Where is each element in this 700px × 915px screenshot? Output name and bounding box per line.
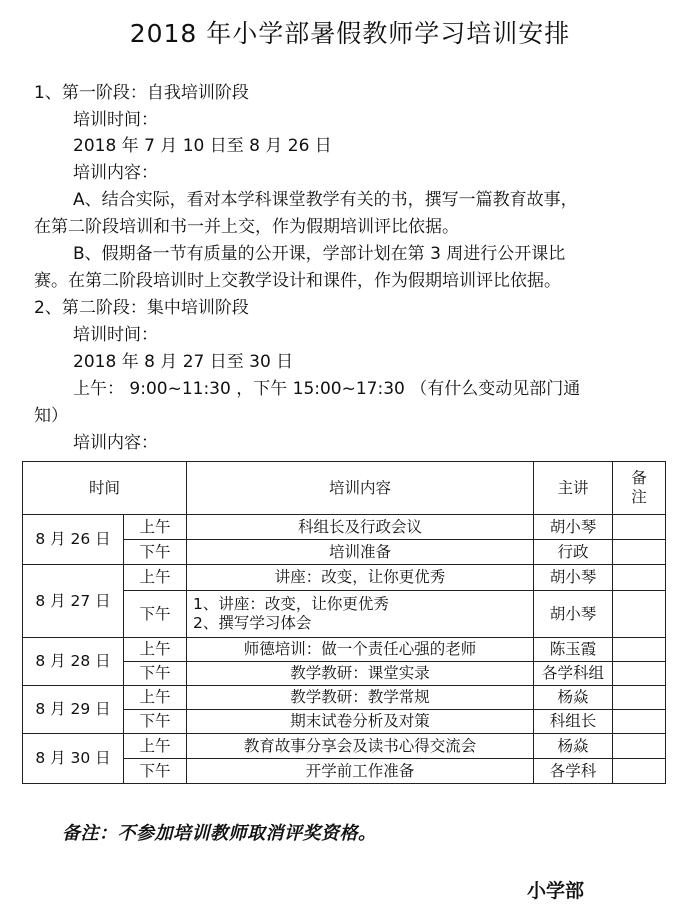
period-cell: 下午 <box>124 662 187 686</box>
date-cell: 8 月 30 日 <box>23 734 124 784</box>
content-cell: 开学前工作准备 <box>187 759 534 784</box>
remark-cell <box>613 515 666 540</box>
training-content-label: 培训内容： <box>73 163 158 183</box>
remark-cell <box>613 686 666 710</box>
period-cell: 上午 <box>124 734 187 759</box>
date-cell: 8 月 28 日 <box>23 638 124 686</box>
signature: 小学部 <box>527 880 585 902</box>
period-cell: 下午 <box>124 710 187 734</box>
header-content: 培训内容 <box>187 462 534 515</box>
lecturer-cell: 杨焱 <box>534 734 613 759</box>
remark-cell <box>613 759 666 784</box>
remark-cell <box>613 565 666 591</box>
lecturer-cell: 胡小琴 <box>534 565 613 591</box>
lecturer-cell: 陈玉霞 <box>534 638 613 662</box>
content-cell: 讲座：改变，让你更优秀 <box>187 565 534 591</box>
page-title: 2018 年小学部暑假教师学习培训安排 <box>129 19 571 48</box>
item-b-line2: 赛。在第二阶段培训时上交教学设计和课件，作为假期培训评比依据。 <box>34 271 561 291</box>
stage2-heading: 2、第二阶段：集中培训阶段 <box>34 298 249 318</box>
remark-note: 备注：不参加培训教师取消评奖资格。 <box>62 823 377 844</box>
lecturer-cell: 杨焱 <box>534 686 613 710</box>
table-row <box>23 565 666 591</box>
remark-cell <box>613 710 666 734</box>
lecturer-cell: 胡小琴 <box>534 591 613 638</box>
content-cell: 科组长及行政会议 <box>187 515 534 540</box>
lecturer-cell: 各学科组 <box>534 662 613 686</box>
date-cell: 8 月 26 日 <box>23 515 124 565</box>
period-cell: 上午 <box>124 686 187 710</box>
lecturer-cell: 各学科 <box>534 759 613 784</box>
content-cell: 培训准备 <box>187 540 534 565</box>
remark-cell <box>613 540 666 565</box>
item-b-line1: B、假期备一节有质量的公开课，学部计划在第 3 周进行公开课比 <box>73 244 566 264</box>
table-row <box>23 734 666 759</box>
period-cell: 下午 <box>124 759 187 784</box>
date-cell: 8 月 27 日 <box>23 565 124 638</box>
lecturer-cell: 胡小琴 <box>534 515 613 540</box>
content-line-2: 2、撰写学习体会 <box>193 614 312 632</box>
remark-cell <box>613 734 666 759</box>
content-cell: 期末试卷分析及对策 <box>187 710 534 734</box>
training-time-value-2: 2018 年 8 月 27 日至 30 日 <box>73 352 294 372</box>
period-cell: 上午 <box>124 565 187 591</box>
header-remark-char2: 注 <box>631 488 647 506</box>
training-time-label-2: 培训时间： <box>73 325 158 345</box>
period-cell: 下午 <box>124 540 187 565</box>
training-time-label: 培训时间： <box>73 110 158 130</box>
content-line-1: 1、讲座：改变，让你更优秀 <box>193 595 389 613</box>
stage1-heading: 1、第一阶段：自我培训阶段 <box>34 83 249 103</box>
period-cell: 上午 <box>124 515 187 540</box>
table-row <box>23 638 666 662</box>
content-cell: 师德培训：做一个责任心强的老师 <box>187 638 534 662</box>
content-cell: 教育故事分享会及读书心得交流会 <box>187 734 534 759</box>
table-row <box>23 686 666 710</box>
lecturer-cell: 行政 <box>534 540 613 565</box>
lecturer-cell: 科组长 <box>534 710 613 734</box>
content-cell: 教学教研：教学常规 <box>187 686 534 710</box>
remark-cell <box>613 638 666 662</box>
table-header-row <box>23 462 666 515</box>
training-time-value: 2018 年 7 月 10 日至 8 月 26 日 <box>73 136 332 156</box>
item-a-line2: 在第二阶段培训和书一并上交，作为假期培训评比依据。 <box>34 217 459 237</box>
remark-cell <box>613 591 666 638</box>
content-cell: 教学教研：课堂实录 <box>187 662 534 686</box>
item-a-line1: A、结合实际，看对本学科课堂教学有关的书，撰写一篇教育故事， <box>73 190 578 210</box>
table-row <box>23 515 666 540</box>
header-remark <box>613 462 666 515</box>
period-cell: 下午 <box>124 591 187 638</box>
training-content-label-2: 培训内容： <box>73 433 158 453</box>
header-remark-char1: 备 <box>631 469 647 487</box>
period-cell: 上午 <box>124 638 187 662</box>
remark-cell <box>613 662 666 686</box>
training-hours-line1: 上午： 9:00~11:30 ，下午 15:00~17:30 （有什么变动见部门通 <box>73 379 581 399</box>
header-lecturer: 主讲 <box>534 462 613 515</box>
date-cell: 8 月 29 日 <box>23 686 124 734</box>
content-cell <box>187 591 534 638</box>
schedule-table <box>22 461 666 784</box>
header-time: 时间 <box>23 462 187 515</box>
training-hours-line2: 知） <box>34 406 68 426</box>
